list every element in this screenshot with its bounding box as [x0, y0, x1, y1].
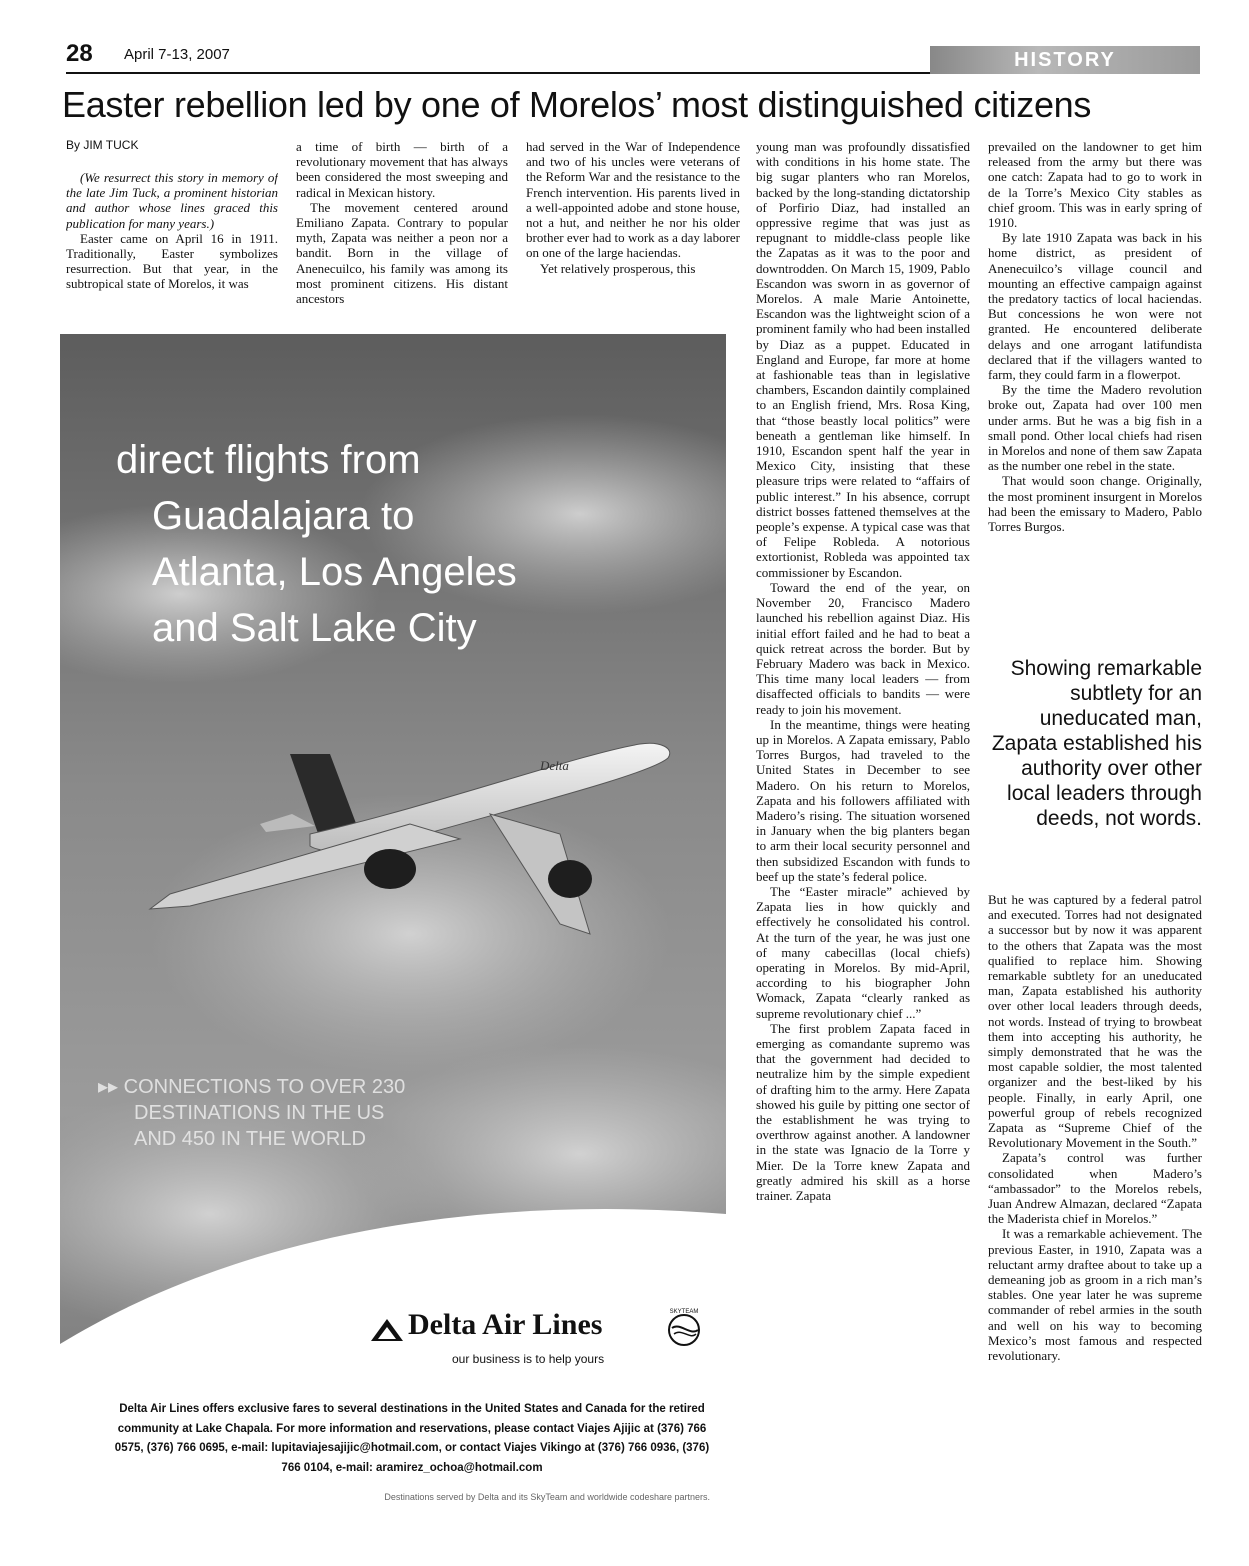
delta-logo[interactable]: [370, 1306, 726, 1350]
article-paragraph: The first problem Zapata faced in emerging as comandante supremo was that the government had decided to neutralize him by the simple expedient of drafting him to the army. Here Zapata showed his guile by pitting one sector of the establishment he was trying to overthrow against another. A landowner in the state was Ignacio de la Torre y Mier. De la Torre knew Zapata and greatly admired his skill as a horse trainer. Zapata: [756, 1020, 970, 1204]
ad-body-text: Delta Air Lines offers exclusive fares to several destinations in the United States and Canada for the retired community at Lake Chapala. For more information and reservations, please contact Viajes Ajijic at (376) 766 0575, (376) 766 0695, e-mail: lupitaviajesajijic@hotmail.com, or contact Viajes Vikingo at (376) 766 0936, (376) 766 0104, e-mail: aramirez_ochoa@hotmail.com: [114, 1403, 710, 1474]
page-number: 28: [66, 40, 93, 67]
delta-brand-name: Delta Air Lines: [408, 1308, 603, 1341]
section-tag: HISTORY: [930, 46, 1200, 74]
article-paragraph: In the meantime, things were heating up in Morelos. A Zapata emissary, Pablo Torres Burgos, had traveled to the United States in December to see Madero. On his return to Morelos, Zapata and his followers affiliated with Madero’s rising. The situation worsened in January when the big planters began to arm their local security personnel and then subsidized Escandon with funds to beef up the state’s federal police.: [756, 716, 970, 884]
article-paragraph: Zapata’s control was further consolidated when Madero’s “ambassador” to the Morelos rebels, Juan Andrew Almazan, declared “Zapata the Maderista chief in Morelos.”: [988, 1150, 1202, 1227]
editor-note: (We resurrect this story in memory of the late Jim Tuck, a prominent historian and author whose lines graced this publication for many years.): [66, 170, 278, 231]
article-paragraph: The “Easter miracle” achieved by Zapata lies in how quickly and effectively he consolidated his control. At the turn of the year, he was just one of many cabecillas (local chiefs) operating in Morelos. By mid-April, according to his biographer John Womack, Zapata “clearly ranked as supreme revolutionary chief ...”: [756, 883, 970, 1021]
article-paragraph: had served in the War of Independence and two of his uncles were veterans of the Reform War and the resistance to the French intervention. His parents lived in a well-appointed adobe and stone house, not a hut, and neither he nor his older brother ever had to work as a day laborer on one of the large haciendas.: [526, 139, 740, 261]
ad-headline-line: Guadalajara to: [152, 494, 415, 538]
article-column-4: [756, 139, 970, 1539]
issue-date: April 7-13, 2007: [124, 46, 230, 63]
article-column-2: [296, 139, 508, 334]
ad-tagline: our business is to help yours: [452, 1352, 605, 1366]
article-paragraph: prevailed on the landowner to get him released from the army but there was one catch: Zapata had to go to work in de la Torre’s Mexico City stables as chief groom. This was in early spring of 1910.: [988, 139, 1202, 231]
ad-connections-text: [98, 1074, 518, 1152]
article-column-5-bottom: [988, 892, 1202, 1542]
article-column-1: [66, 138, 278, 334]
ad-headline-line: and Salt Lake City: [152, 606, 477, 650]
ad-headline: [116, 432, 716, 656]
skyteam-globe-icon: [662, 1306, 706, 1350]
article-paragraph: By late 1910 Zapata was back in his home district, as president of Anenecuilco’s village council and mounting an effective campaign against the predatory tactics of local haciendas. But concessions he won were not granted. He encountered deliberate delays and one arrogant latifundista declared that if the villagers wanted to farm, they could farm in a flowerpot.: [988, 230, 1202, 383]
plane-livery-text: Delta: [540, 758, 569, 773]
ad-connections-line: AND 450 IN THE WORLD: [134, 1128, 366, 1150]
ad-connections-line: DESTINATIONS IN THE US: [134, 1102, 385, 1124]
article-paragraph: That would soon change. Originally, the most prominent insurgent in Morelos had been the emissary to Madero, Pablo Torres Burgos.: [988, 473, 1202, 535]
article-paragraph: a time of birth — birth of a revolutionary movement that has always been considered the most sweeping and radical in Mexican history.: [296, 139, 508, 200]
ad-headline-line: direct flights from: [116, 438, 421, 482]
article-paragraph: It was a remarkable achievement. The previous Easter, in 1910, Zapata was a reluctant army draftee about to take up a demeaning job as groom in a rich man’s stables. One year later he was supreme commander of rebel armies in the south and well on his way to becoming Mexico’s most famous and respected revolutionary.: [988, 1226, 1202, 1364]
delta-advertisement[interactable]: [60, 334, 726, 1534]
article-paragraph: young man was profoundly dissatisfied with conditions in his home state. The big sugar planters who ran Morelos, backed by the long-standing dictatorship of Porfirio Diaz, had installed an oppressive regime that was just as repugnant to middle-class people like the Zapatas as it was to the poor and downtrodden. On March 15, 1909, Pablo Escandon was sworn in as governor of Morelos. A male Marie Antoinette, Escandon was the lightweight scion of a prominent family who had been installed by Diaz as a puppet. Educated in England and Europe, far more at home at fashionable teas than in legislative chambers, Escandon daintily complained to an English friend, Mrs. Rosa King, that “those beastly local politics” were beneath a gentleman like himself. In 1910, Escandon spent half the year in Mexico City, insisting that these pleasure trips were related to “affairs of public interest.” In his absence, corrupt district bosses fattened themselves at the people’s expense. A typical case was that of Felipe Robleda. A notorious extortionist, Robleda was appointed tax commissioner by Escandon.: [756, 139, 970, 580]
byline: By JIM TUCK: [66, 138, 139, 152]
article-paragraph: By the time the Madero revolution broke out, Zapata had over 100 men under arms. But he was a big fish in a small pond. Other local chiefs had risen in Morelos and none of them saw Zapata as the number one rebel in the state.: [988, 382, 1202, 474]
skyteam-logo-text: SKYTEAM: [669, 1309, 699, 1315]
article-column-3: [526, 139, 740, 334]
pull-quote: Showing remarkable subtlety for an uneducated man, Zapata established his authority over other local leaders through deeds, not words.: [991, 657, 1202, 830]
article-paragraph: Easter came on April 16 in 1911. Traditionally, Easter symbolizes resurrection. But that year, in the subtropical state of Morelos, it was: [66, 230, 278, 292]
ad-headline-line: Atlanta, Los Angeles: [152, 550, 517, 594]
article-paragraph: The movement centered around Emiliano Zapata. Contrary to popular myth, Zapata was neither a peon nor a bandit. Born in the village of Anenecuilco, his family was among its most prominent citizens. His distant ancestors: [296, 199, 508, 307]
article-paragraph: Yet relatively prosperous, this: [540, 260, 696, 276]
article-column-5-top: [988, 139, 1202, 639]
article-headline: Easter rebellion led by one of Morelos’ most distinguished citizens: [62, 84, 1092, 125]
ad-connections-line: ▸▸ CONNECTIONS TO OVER 230: [98, 1076, 406, 1098]
delta-triangle-icon: [370, 1318, 404, 1342]
article-paragraph: Toward the end of the year, on November 20, Francisco Madero launched his rebellion against Diaz. His initial effort failed and he had to beat a quick retreat across the border. But by February Madero was back in Mexico. This time many local leaders — from disaffected officials to bandits — were ready to join his movement.: [756, 579, 970, 717]
ad-footnote: Destinations served by Delta and its SkyTeam and worldwide codeshare partners.: [384, 1492, 710, 1502]
article-paragraph: But he was captured by a federal patrol and executed. Torres had not designated a successor but by now it was apparent to the others that Zapata was the most qualified to replace him. Showing remarkable subtlety for an uneducated man, Zapata established his authority over other local leaders through deeds, not words. Instead of trying to browbeat them into accepting his authority, he simply demonstrated that he was the most capable soldier, the most talented organizer and the best-liked by his people. Finally, in early April, one powerful group of rebels recognized Zapata as “Supreme Chief of the Revolutionary Movement in the South.”: [988, 892, 1202, 1151]
